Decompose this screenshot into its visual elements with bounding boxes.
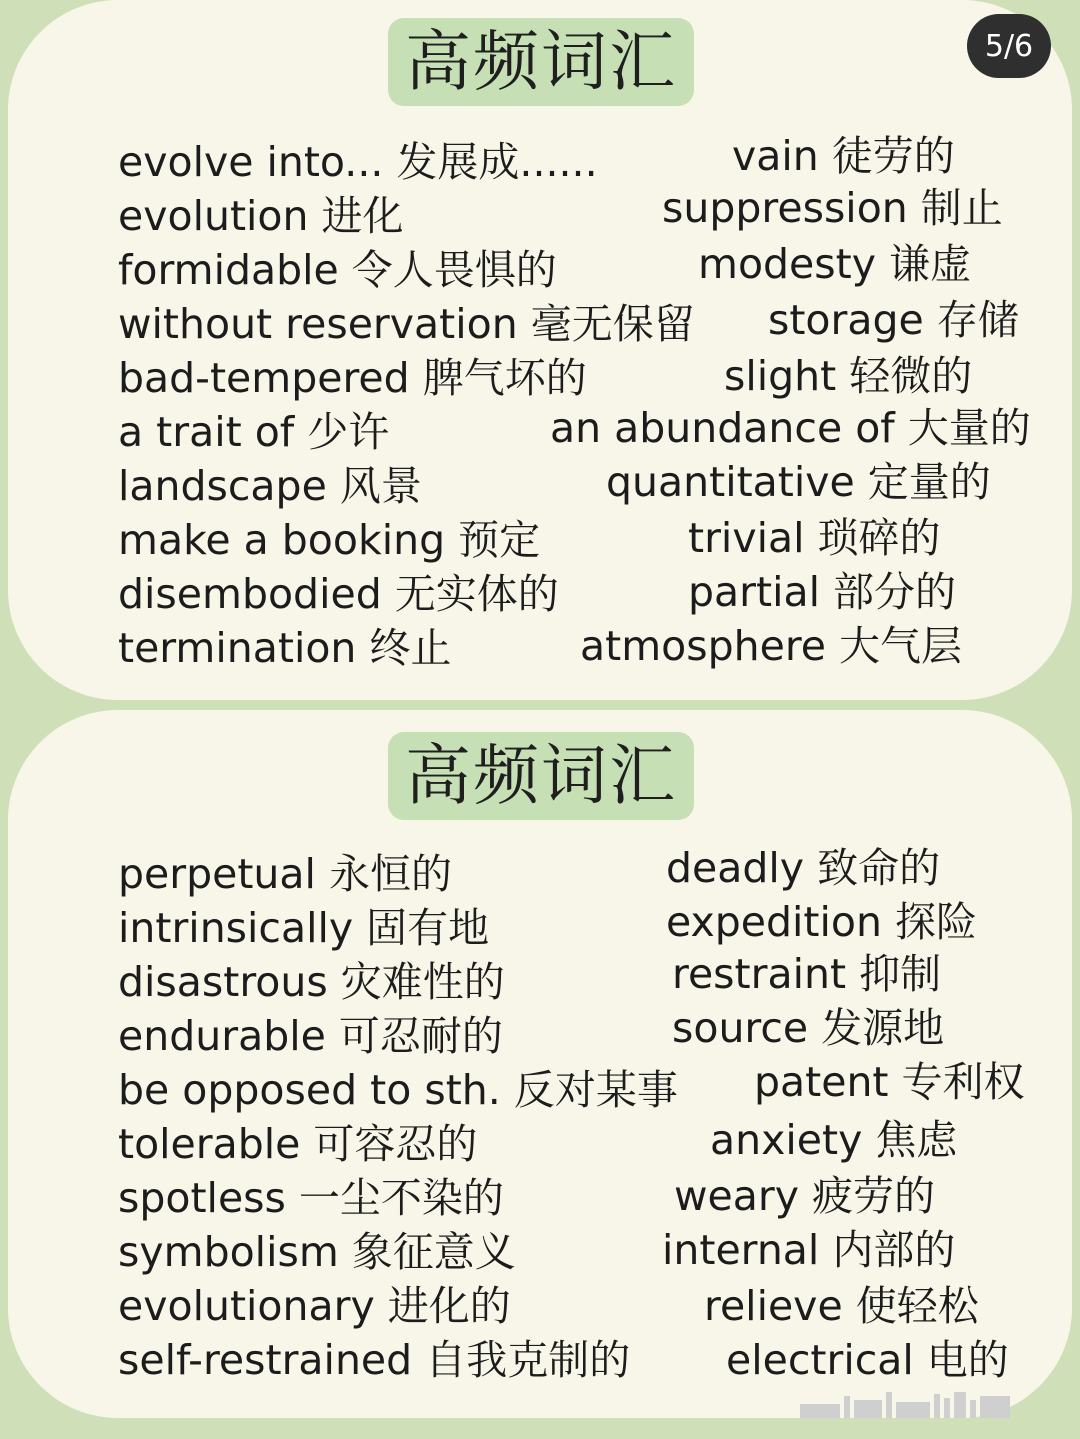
vocab-item: electrical 电的 <box>726 1336 1009 1384</box>
vocab-item: modesty 谦虚 <box>698 240 972 288</box>
card-title: 高频词汇 <box>388 732 694 820</box>
vocab-item: internal 内部的 <box>662 1226 956 1274</box>
vocab-item: tolerable 可容忍的 <box>118 1120 478 1168</box>
vocab-item: make a booking 预定 <box>118 516 541 564</box>
vocab-item: perpetual 永恒的 <box>118 850 452 898</box>
watermark <box>800 1388 1055 1418</box>
vocab-card-1 <box>8 0 1072 700</box>
vocab-item: expedition 探险 <box>666 898 978 946</box>
vocab-item: evolve into... 发展成...... <box>118 138 598 186</box>
vocab-item: intrinsically 固有地 <box>118 904 490 952</box>
vocab-item: disembodied 无实体的 <box>118 570 559 618</box>
vocab-item: termination 终止 <box>118 624 452 672</box>
vocab-item: slight 轻微的 <box>724 352 973 400</box>
vocab-item: source 发源地 <box>672 1004 945 1052</box>
vocab-item: partial 部分的 <box>688 568 957 616</box>
vocab-item: weary 疲劳的 <box>674 1172 936 1220</box>
vocab-item: self-restrained 自我克制的 <box>118 1336 631 1384</box>
vocab-item: without reservation 毫无保留 <box>118 300 695 348</box>
vocab-item: relieve 使轻松 <box>704 1282 979 1330</box>
vocab-item: symbolism 象征意义 <box>118 1228 516 1276</box>
vocab-item: evolutionary 进化的 <box>118 1282 511 1330</box>
vocab-item: disastrous 灾难性的 <box>118 958 505 1006</box>
vocab-item: evolution 进化 <box>118 192 404 240</box>
page-counter-badge: 5/6 <box>967 14 1051 78</box>
vocab-item: endurable 可忍耐的 <box>118 1012 503 1060</box>
card-title: 高频词汇 <box>388 18 694 106</box>
vocab-item: patent 专利权 <box>754 1058 1025 1106</box>
vocab-item: spotless 一尘不染的 <box>118 1174 504 1222</box>
vocab-item: vain 徒劳的 <box>732 132 955 180</box>
vocab-item: be opposed to sth. 反对某事 <box>118 1066 678 1114</box>
vocab-item: anxiety 焦虑 <box>710 1116 958 1164</box>
vocab-item: deadly 致命的 <box>666 844 941 892</box>
vocab-item: quantitative 定量的 <box>606 458 991 506</box>
vocab-item: storage 存储 <box>768 296 1019 344</box>
vocab-item: trivial 琐碎的 <box>688 514 941 562</box>
vocab-item: formidable 令人畏惧的 <box>118 246 557 294</box>
vocab-item: landscape 风景 <box>118 462 422 510</box>
vocab-item: a trait of 少许 <box>118 408 390 456</box>
vocab-item: restraint 抑制 <box>672 950 942 998</box>
vocab-item: suppression 制止 <box>662 184 1003 232</box>
vocab-card-2 <box>8 710 1072 1418</box>
vocab-item: an abundance of 大量的 <box>550 404 1031 452</box>
vocab-item: atmosphere 大气层 <box>580 622 963 670</box>
vocab-item: bad-tempered 脾气坏的 <box>118 354 587 402</box>
